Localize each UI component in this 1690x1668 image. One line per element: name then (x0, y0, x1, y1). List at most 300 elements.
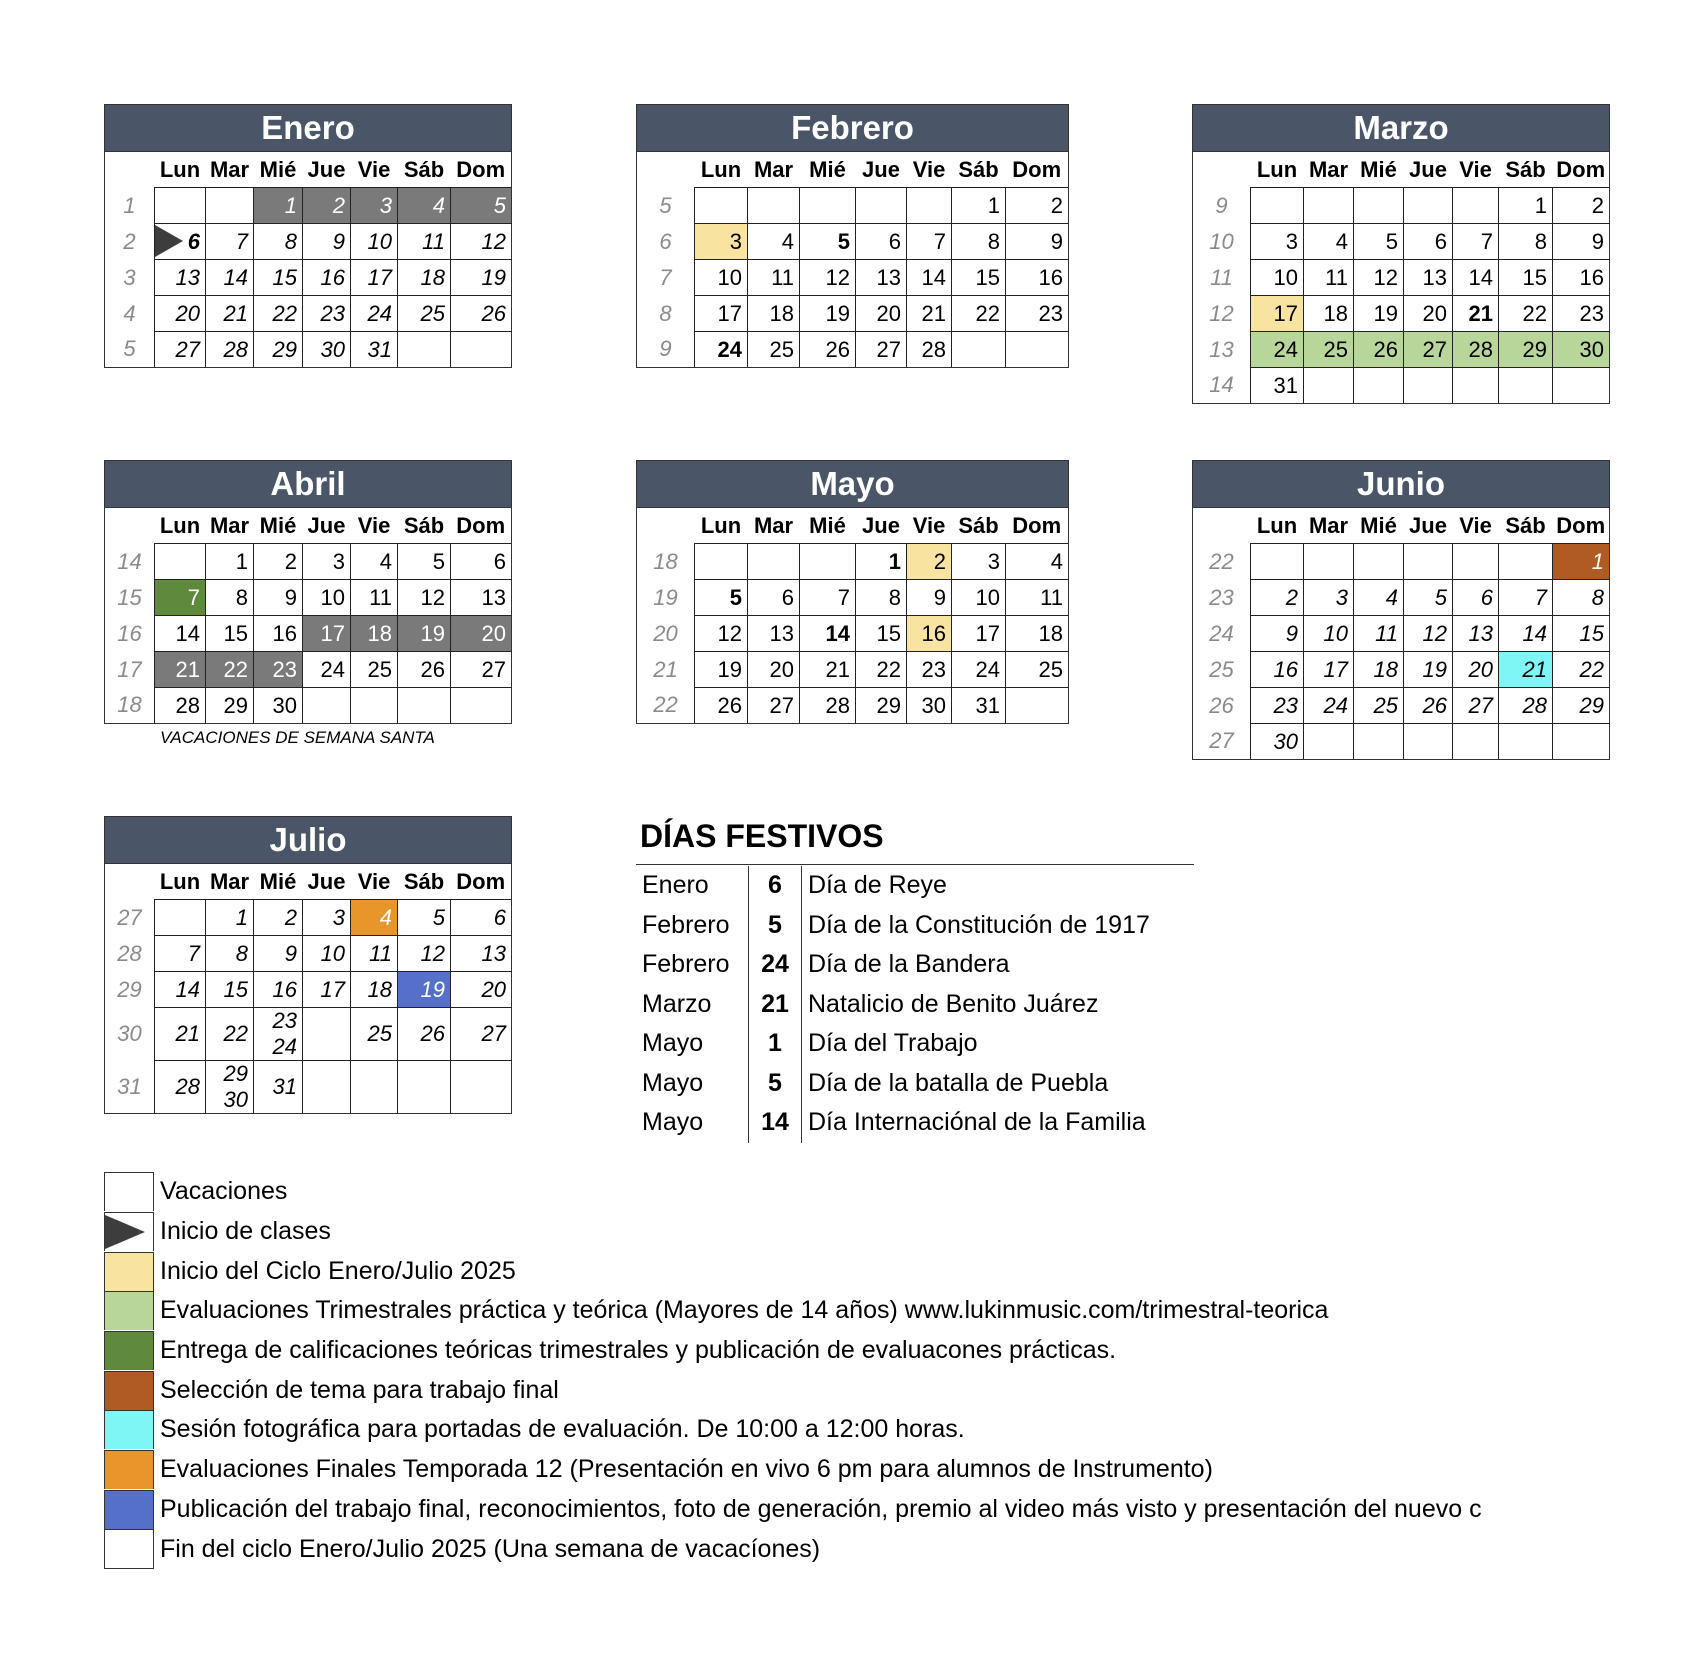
weekday-header: Vie (357, 156, 391, 182)
day-cell (856, 652, 907, 688)
day-cell (907, 652, 952, 688)
week-number: 4 (105, 296, 155, 332)
day-number: 24 (320, 656, 345, 682)
day-cell (1499, 688, 1553, 724)
weekday-header: Sáb (403, 512, 445, 538)
day-number: 31 (975, 692, 1000, 718)
day-number: 23 (272, 656, 297, 682)
day-cell (398, 332, 451, 368)
day-number: 8 (235, 940, 248, 966)
day-cell (1404, 580, 1453, 616)
day-cell (952, 260, 1006, 296)
weekday-header: Dom (1553, 152, 1610, 188)
day-number: 11 (1325, 264, 1348, 290)
festivos-divider (636, 864, 1194, 865)
week-number: 24 (1193, 616, 1251, 652)
day-number: 11 (1375, 620, 1398, 646)
day-cell (398, 936, 451, 972)
day-cell (303, 580, 351, 616)
day-number: 25 (1038, 656, 1063, 682)
weekday-header: Mar (1308, 156, 1349, 182)
day-cell (1251, 296, 1304, 332)
day-cell (451, 260, 512, 296)
day-cell (748, 688, 800, 724)
day-number: 14 (1522, 620, 1547, 646)
weekday-header: Lun (700, 512, 742, 538)
day-cell (1499, 224, 1553, 260)
legend-swatch (104, 1291, 154, 1330)
day-number: 10 (1273, 264, 1298, 290)
day-number: 4 (1335, 228, 1348, 254)
weekday-header: Vie (912, 512, 946, 538)
week-number: 28 (105, 936, 155, 972)
day-number: 20 (769, 656, 794, 682)
day-number: 14 (175, 976, 200, 1002)
day-number: 25 (1373, 692, 1398, 718)
day-number: 29 (1522, 336, 1547, 362)
day-number: 5 (432, 548, 445, 574)
day-cell (398, 972, 451, 1008)
day-number: 31 (272, 1074, 297, 1099)
day-number: 18 (1323, 300, 1348, 326)
day-cell (856, 296, 907, 332)
day-cell (1251, 260, 1304, 296)
day-number: 7 (187, 940, 200, 966)
day-cell (398, 260, 451, 296)
play-triangle-icon (105, 1213, 149, 1251)
week-number: 17 (105, 652, 155, 688)
legend-label: Evaluaciones Trimestrales práctica y teórica (Mayores de 14 años) www.lukinmusic.com/trimestral-teorica (160, 1296, 1329, 1325)
day-number: 26 (825, 336, 850, 362)
day-number: 18 (769, 300, 794, 326)
day-number: 11 (1040, 584, 1063, 610)
day-cell (1453, 260, 1499, 296)
weekday-header: Jue (307, 156, 346, 182)
day-cell (303, 296, 351, 332)
day-cell (206, 688, 254, 724)
festivo-name: Natalicio de Benito Juárez (808, 989, 1099, 1018)
day-number: 12 (420, 940, 445, 966)
day-cell (451, 936, 512, 972)
weekday-header: Vie (357, 868, 391, 894)
weekday-header: Jue (1409, 512, 1447, 538)
weekday-header: Sáb (403, 156, 445, 182)
week-number: 12 (1193, 296, 1251, 332)
day-cell (451, 224, 512, 260)
festivo-row (636, 985, 1194, 1025)
weekday-header: Jue (1409, 156, 1447, 182)
day-cell (695, 580, 748, 616)
day-number: 12 (825, 264, 850, 290)
day-cell (303, 260, 351, 296)
day-number: 20 (1422, 300, 1447, 326)
day-cell (800, 580, 856, 616)
day-cell (1453, 688, 1499, 724)
day-cell (155, 616, 206, 652)
day-number: 2 (332, 192, 345, 218)
day-cell (451, 188, 512, 224)
day-cell (1304, 544, 1354, 580)
week-number: 21 (637, 652, 695, 688)
day-cell (398, 652, 451, 688)
day-number: 16 (320, 264, 345, 290)
day-cell (1251, 580, 1304, 616)
day-cell (856, 544, 907, 580)
day-number: 16 (272, 976, 297, 1002)
festivo-day: 21 (749, 985, 802, 1025)
week-number: 5 (637, 188, 695, 224)
day-number: 4 (1050, 548, 1063, 574)
day-cell (1354, 368, 1404, 404)
legend-item (104, 1410, 1555, 1450)
day-cell (1453, 580, 1499, 616)
day-number: 13 (481, 940, 506, 966)
legend-label: Selección de tema para trabajo final (160, 1375, 559, 1404)
day-number: 7 (235, 228, 248, 254)
day-number: 27 (1422, 336, 1447, 362)
day-number: 25 (1323, 336, 1348, 362)
day-cell (1499, 724, 1553, 760)
day-number: 12 (1373, 264, 1398, 290)
day-number: 11 (369, 584, 392, 610)
day-cell (1304, 616, 1354, 652)
weekday-header: Lun (700, 156, 742, 182)
day-cell (398, 188, 451, 224)
day-cell (351, 652, 398, 688)
legend-label: Inicio del Ciclo Enero/Julio 2025 (160, 1256, 516, 1285)
day-cell (451, 688, 512, 724)
day-cell (856, 260, 907, 296)
day-number: 31 (1273, 372, 1298, 398)
day-number: 13 (1422, 264, 1447, 290)
day-cell (1006, 688, 1069, 724)
month-title: Mayo (637, 461, 1069, 508)
week-number: 11 (1193, 260, 1251, 296)
weekday-header: Vie (1459, 512, 1492, 538)
day-cell (1453, 724, 1499, 760)
day-number: 15 (223, 620, 248, 646)
legend-item (104, 1331, 1555, 1371)
day-number: 14 (175, 620, 200, 646)
week-number: 29 (105, 972, 155, 1008)
day-cell (303, 1008, 351, 1061)
weekday-header: Jue (307, 868, 346, 894)
week-number: 23 (1193, 580, 1251, 616)
day-number: 23 (320, 300, 345, 326)
day-number: 2 (1285, 584, 1298, 610)
day-cell (303, 936, 351, 972)
legend-label: Fin del ciclo Enero/Julio 2025 (Una semana de vacacíones) (160, 1534, 821, 1563)
day-number: 19 (717, 656, 742, 682)
day-cell (254, 224, 303, 260)
legend-label: Publicación del trabajo final, reconocimientos, foto de generación, premio al video más visto y presentación del nuevo c (160, 1494, 1482, 1523)
day-cell (856, 580, 907, 616)
day-cell (907, 260, 952, 296)
day-cell (351, 580, 398, 616)
day-cell (695, 688, 748, 724)
day-number: 13 (1468, 620, 1493, 646)
day-cell (695, 544, 748, 580)
day-cell (351, 296, 398, 332)
day-cell (1404, 688, 1453, 724)
day-number: 10 (1323, 620, 1348, 646)
day-number: 5 (493, 192, 506, 218)
day-cell (1453, 224, 1499, 260)
day-cell (1553, 616, 1610, 652)
week-number: 7 (637, 260, 695, 296)
day-number: 6 (187, 228, 200, 254)
day-number: 10 (367, 228, 392, 254)
day-cell (303, 688, 351, 724)
month-enero (104, 104, 512, 368)
festivo-month: Febrero (642, 950, 730, 979)
day-cell (254, 188, 303, 224)
legend-label: Sesión fotográfica para portadas de evaluación. De 10:00 a 12:00 horas. (160, 1415, 965, 1444)
day-number: 15 (223, 976, 248, 1002)
day-cell (907, 224, 952, 260)
day-number: 26 (1422, 692, 1447, 718)
day-cell (1304, 188, 1354, 224)
day-cell (856, 688, 907, 724)
day-cell (351, 900, 398, 936)
day-cell (1251, 368, 1304, 404)
day-cell (952, 188, 1006, 224)
day-number: 4 (1385, 584, 1398, 610)
day-cell (1304, 260, 1354, 296)
legend-swatch (104, 1371, 154, 1410)
day-number: 29 (876, 692, 901, 718)
day-cell (206, 652, 254, 688)
day-cell (748, 544, 800, 580)
legend-item (104, 1370, 1555, 1410)
day-number: 22 (223, 656, 248, 682)
day-cell (856, 224, 907, 260)
day-cell (800, 616, 856, 652)
day-cell (1251, 332, 1304, 368)
day-cell (800, 188, 856, 224)
day-cell (1354, 332, 1404, 368)
weekday-header: Dom (451, 152, 512, 188)
day-number: 25 (367, 1021, 392, 1046)
day-number: 15 (272, 264, 297, 290)
day-cell (952, 544, 1006, 580)
day-number: 30 (921, 692, 946, 718)
day-cell (952, 616, 1006, 652)
festivo-name: Día de Reye (808, 871, 947, 900)
day-number: 23 (1038, 300, 1063, 326)
week-number: 3 (105, 260, 155, 296)
day-number: 1 (1534, 192, 1547, 218)
weekday-header: Jue (307, 512, 346, 538)
week-number: 6 (637, 224, 695, 260)
day-number: 18 (367, 620, 392, 646)
day-cell (451, 1061, 512, 1114)
legend-label: Entrega de calificaciones teóricas trimestrales y publicación de evaluacones prácticas. (160, 1336, 1117, 1365)
day-cell (1499, 260, 1553, 296)
day-number: 17 (975, 620, 1000, 646)
day-cell (155, 260, 206, 296)
day-cell (155, 332, 206, 368)
day-number: 23 (1273, 692, 1298, 718)
day-cell (398, 688, 451, 724)
day-number: 29 30 (223, 1061, 248, 1112)
day-cell (206, 224, 254, 260)
day-number: 10 (717, 264, 742, 290)
day-number: 21 (175, 1021, 200, 1046)
festivo-name: Día Internaciónal de la Familia (808, 1108, 1146, 1137)
day-number: 6 (1434, 228, 1447, 254)
day-cell (155, 544, 206, 580)
day-cell (695, 652, 748, 688)
week-number: 16 (105, 616, 155, 652)
day-number: 29 (223, 692, 248, 718)
week-number: 1 (105, 188, 155, 224)
day-cell (351, 936, 398, 972)
day-cell (398, 616, 451, 652)
day-cell (254, 936, 303, 972)
day-cell (1354, 296, 1404, 332)
day-cell (155, 1061, 206, 1114)
week-number: 10 (1193, 224, 1251, 260)
day-number: 27 (1468, 692, 1493, 718)
day-number: 26 (1373, 336, 1398, 362)
day-cell (1006, 188, 1069, 224)
legend-swatch (104, 1252, 154, 1291)
day-number: 31 (367, 336, 392, 362)
weekday-header: Sáb (958, 512, 999, 538)
week-number: 22 (1193, 544, 1251, 580)
day-cell (155, 688, 206, 724)
month-mayo (636, 460, 1069, 724)
legend-label: Evaluaciones Finales Temporada 12 (Presentación en vivo 6 pm para alumnos de Instrumento) (160, 1455, 1213, 1484)
day-number: 17 (1273, 300, 1298, 326)
day-cell (1499, 544, 1553, 580)
weekday-header: Sáb (403, 868, 445, 894)
day-cell (451, 332, 512, 368)
weekday-header: Mar (209, 868, 250, 894)
day-number: 24 (717, 336, 742, 362)
day-number: 6 (493, 904, 506, 930)
day-number: 19 (420, 976, 445, 1002)
legend-item (104, 1291, 1555, 1331)
day-number: 25 (769, 336, 794, 362)
day-cell (351, 1061, 398, 1114)
weekday-header: Dom (451, 864, 512, 900)
day-cell (1453, 544, 1499, 580)
festivo-month: Mayo (642, 1108, 704, 1137)
day-cell (1404, 368, 1453, 404)
day-number: 22 (876, 656, 901, 682)
week-number: 25 (1193, 652, 1251, 688)
day-cell (952, 652, 1006, 688)
legend-swatch (104, 1450, 154, 1489)
day-number: 15 (876, 620, 901, 646)
day-number: 1 (235, 904, 248, 930)
day-cell (856, 616, 907, 652)
day-number: 13 (175, 264, 200, 290)
legend-item (104, 1172, 1555, 1212)
weekday-header: Lun (159, 512, 201, 538)
day-number: 1 (235, 548, 248, 574)
week-number: 9 (1193, 188, 1251, 224)
day-cell (303, 332, 351, 368)
day-number: 9 (1285, 620, 1298, 646)
day-number: 21 (825, 656, 850, 682)
day-number: 8 (987, 228, 1000, 254)
month-title: Enero (105, 105, 512, 152)
day-number: 16 (1038, 264, 1063, 290)
day-cell (1553, 652, 1610, 688)
day-cell (155, 188, 206, 224)
day-number: 28 (1468, 336, 1493, 362)
day-cell (254, 260, 303, 296)
day-number: 5 (432, 904, 445, 930)
legend-swatch (104, 1410, 154, 1449)
festivo-day: 14 (749, 1103, 802, 1143)
day-number: 1 (284, 192, 297, 218)
day-cell (303, 224, 351, 260)
weekday-header: Vie (1459, 156, 1492, 182)
weekday-header: Lun (1256, 156, 1298, 182)
weekday-header: Dom (1553, 508, 1610, 544)
festivo-name: Día de la Bandera (808, 950, 1010, 979)
day-cell (695, 332, 748, 368)
day-cell (1304, 580, 1354, 616)
day-cell (254, 900, 303, 936)
day-number: 12 (420, 584, 445, 610)
day-cell (1304, 296, 1354, 332)
day-number: 30 (1579, 336, 1604, 362)
day-number: 1 (987, 192, 1000, 218)
day-number: 3 (729, 228, 742, 254)
day-cell (800, 688, 856, 724)
day-cell (451, 972, 512, 1008)
week-number: 22 (637, 688, 695, 724)
day-cell (254, 688, 303, 724)
month-title: Junio (1193, 461, 1610, 508)
day-cell (1404, 652, 1453, 688)
day-number: 2 (284, 548, 297, 574)
day-cell (351, 544, 398, 580)
day-number: 18 (1373, 656, 1398, 682)
day-cell (1553, 580, 1610, 616)
day-cell (1006, 580, 1069, 616)
festivo-row (636, 1064, 1194, 1104)
day-number: 30 (320, 336, 345, 362)
day-number: 27 (769, 692, 794, 718)
weekday-header: Lun (1256, 512, 1298, 538)
month-title: Julio (105, 817, 512, 864)
day-cell (155, 936, 206, 972)
day-cell (451, 652, 512, 688)
day-cell (907, 188, 952, 224)
day-cell (1354, 688, 1404, 724)
day-number: 27 (481, 656, 506, 682)
festivo-day: 24 (749, 945, 802, 985)
festivo-month: Mayo (642, 1029, 704, 1058)
day-number: 7 (187, 584, 200, 610)
weekday-header: Sáb (958, 156, 999, 182)
month-febrero (636, 104, 1069, 368)
day-cell (695, 188, 748, 224)
day-cell (1006, 616, 1069, 652)
day-cell (748, 616, 800, 652)
day-number: 3 (332, 904, 345, 930)
festivo-name: Día de la batalla de Puebla (808, 1068, 1109, 1097)
legend-swatch (104, 1490, 154, 1529)
week-number: 18 (105, 688, 155, 724)
day-number: 28 (223, 336, 248, 362)
